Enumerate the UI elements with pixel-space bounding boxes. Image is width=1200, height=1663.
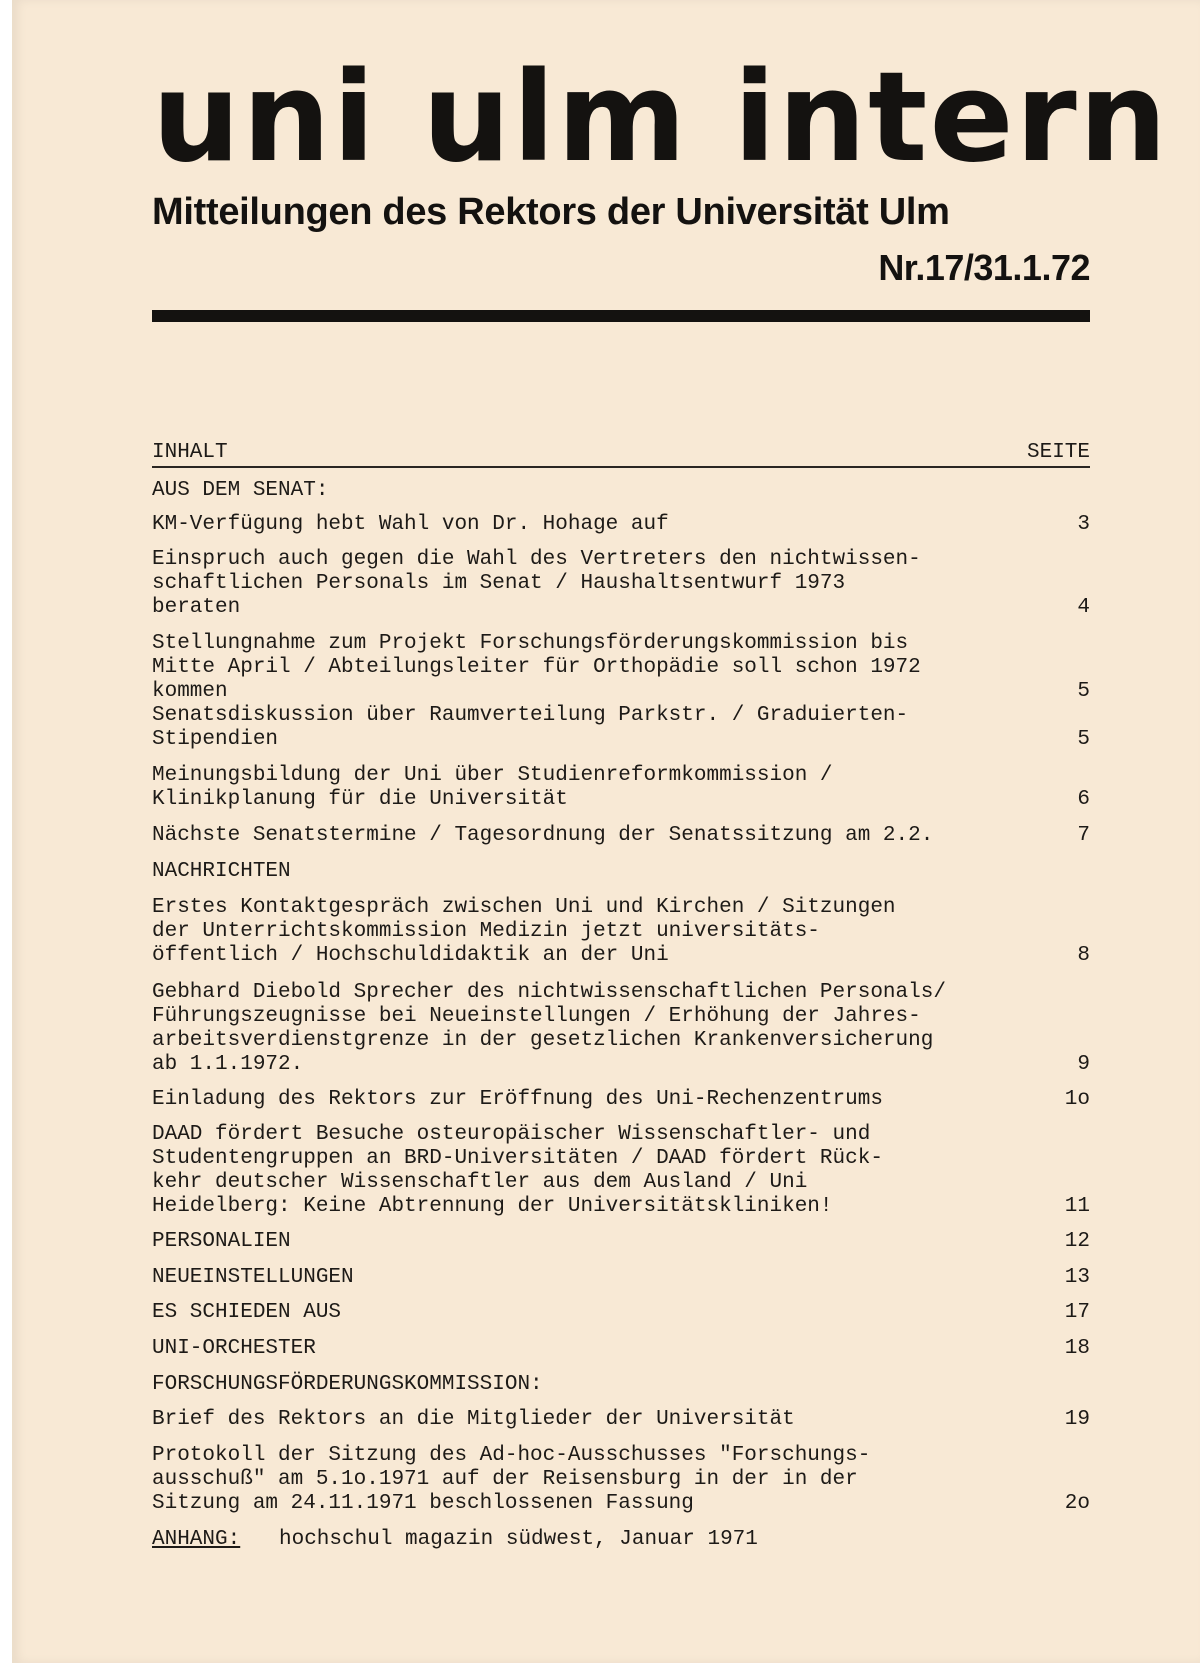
toc-entry	[152, 1123, 1090, 1219]
toc-header-page: SEITE	[1026, 441, 1090, 464]
toc-entry-page: 5	[1077, 680, 1090, 703]
toc-entry-text: Gebhard Diebold Sprecher des nichtwissenschaftlichen Personals/ Führungszeugnisse bei Neueinstellungen / Erhöhung der Jahres- arbeitsverdienstgrenze in der gesetzlichen Krankenversicherung ab 1.1.1972.	[152, 981, 946, 1076]
toc-entry	[152, 1230, 1090, 1254]
masthead-subtitle: Mitteilungen des Rektors der Universität Ulm	[152, 191, 950, 233]
toc-entry-text: Meinungsbildung der Uni über Studienreformkommission / Klinikplanung für die Universität	[152, 764, 833, 811]
toc-entry-text: KM-Verfügung hebt Wahl von Dr. Hohage auf	[152, 513, 669, 536]
toc-entry-page: 11	[1064, 1195, 1090, 1218]
toc-entry-page: 3	[1077, 513, 1090, 536]
toc-entry-page: 13	[1064, 1266, 1090, 1289]
toc-entry-text: PERSONALIEN	[152, 1230, 291, 1253]
toc-entry-text: UNI-ORCHESTER	[152, 1337, 316, 1360]
toc-entry	[152, 981, 1090, 1077]
toc-header	[152, 440, 1090, 468]
toc-entry-text: Einladung des Rektors zur Eröffnung des Uni-Rechenzentrums	[152, 1088, 883, 1111]
toc-entry	[152, 1266, 1090, 1290]
toc-entry-page: 12	[1064, 1230, 1090, 1253]
toc-entry	[152, 896, 1090, 968]
toc-entry-page: 9	[1077, 1053, 1090, 1076]
toc-entry	[152, 1408, 1090, 1432]
toc-entry-page: 1o	[1064, 1088, 1090, 1111]
toc-entry	[152, 632, 1090, 704]
toc-entry-text: Nächste Senatstermine / Tagesordnung der Senatssitzung am 2.2.	[152, 824, 934, 847]
toc-entry-page: 19	[1064, 1408, 1090, 1431]
appendix-text: hochschul magazin südwest, Januar 1971	[279, 1528, 758, 1551]
toc-entry-text: NEUEINSTELLUNGEN	[152, 1266, 354, 1289]
toc-entry-page: 6	[1077, 788, 1090, 811]
masthead-title: uni ulm intern	[152, 46, 1169, 190]
toc-entry-text: ES SCHIEDEN AUS	[152, 1301, 342, 1324]
toc-entry-text: Einspruch auch gegen die Wahl des Vertreters den nichtwissen- schaftlichen Personals im Senat / Haushaltsentwurf 1973 beraten	[152, 548, 921, 619]
toc-entry	[152, 764, 1090, 812]
toc-entry	[152, 513, 1090, 537]
toc-entry-text: NACHRICHTEN	[152, 860, 291, 883]
appendix-label: ANHANG:	[152, 1528, 241, 1551]
toc-entry	[152, 824, 1090, 848]
toc-entry-page: 17	[1064, 1301, 1090, 1324]
toc-entry-text: Erstes Kontaktgespräch zwischen Uni und Kirchen / Sitzungen der Unterrichtskommission Medizin jetzt universitäts- öffentlich / Hochschuldidaktik an der Uni	[152, 896, 896, 967]
toc-entry-text: Senatsdiskussion über Raumverteilung Parkstr. / Graduierten- Stipendien	[152, 704, 909, 751]
toc-entry-page: 5	[1077, 728, 1090, 751]
toc-entry	[152, 548, 1090, 620]
toc-entry	[152, 1088, 1090, 1112]
toc-entry-text: Protokoll der Sitzung des Ad-hoc-Ausschusses "Forschungs- ausschuß" am 5.1o.1971 auf der Reisensburg in der in der Sitzung am 24.11.1971 beschlossenen Fassung	[152, 1444, 871, 1515]
toc-entry-page: 8	[1077, 944, 1090, 967]
header-rule	[152, 310, 1090, 322]
toc-entry-text: Brief des Rektors an die Mitglieder der Universität	[152, 1408, 795, 1431]
toc-entry	[152, 704, 1090, 752]
issue-number: Nr.17/31.1.72	[878, 247, 1090, 288]
toc-entry-text: FORSCHUNGSFÖRDERUNGSKOMMISSION:	[152, 1373, 543, 1396]
toc-header-contents: INHALT	[152, 441, 228, 464]
toc-entry-text: AUS DEM SENAT:	[152, 479, 329, 502]
toc-entry-text: Stellungnahme zum Projekt Forschungsförderungskommission bis Mitte April / Abteilungsleiter für Orthopädie soll schon 1972 kommen	[152, 632, 921, 703]
toc-entry-page: 7	[1077, 824, 1090, 847]
toc-entry-page: 18	[1064, 1337, 1090, 1360]
toc-entry-text: DAAD fördert Besuche osteuropäischer Wissenschaftler- und Studentengruppen an BRD-Universitäten / DAAD fördert Rück- kehr deutscher Wissenschaftler aus dem Ausland / Uni Heidelberg: Keine Abtrennung der Universitätskliniken!	[152, 1123, 883, 1218]
toc-entry-page: 2o	[1064, 1492, 1090, 1515]
toc-entry	[152, 1301, 1090, 1325]
toc-entry-page: 4	[1077, 596, 1090, 619]
toc-entry	[152, 1444, 1090, 1516]
toc-entry	[152, 1337, 1090, 1361]
